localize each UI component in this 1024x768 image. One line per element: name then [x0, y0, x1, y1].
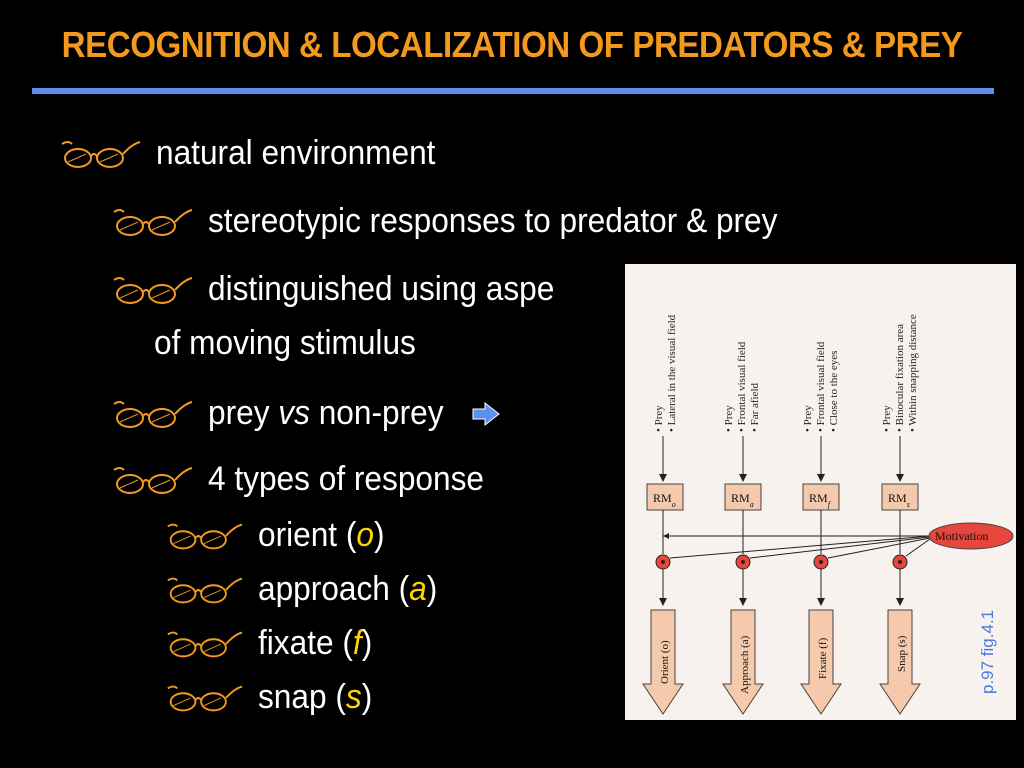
- glasses-icon: [110, 206, 194, 238]
- subbullet-letter: o: [356, 516, 375, 554]
- stimulus-label: • Frontal visual field: [736, 341, 748, 432]
- subbullet-text: orient (: [258, 516, 357, 554]
- column-snap: [880, 314, 920, 714]
- figure-caption: p.97 fig.4.1: [978, 609, 997, 694]
- stimulus-label: • Prey: [881, 405, 893, 432]
- subbullet-text: snap (: [258, 678, 346, 716]
- action-label: Orient (o): [659, 640, 671, 684]
- right-arrow-icon[interactable]: [471, 401, 501, 427]
- bullet-text: 4 types of response: [208, 460, 484, 498]
- response-diagram: [625, 264, 1016, 720]
- glasses-icon: [58, 138, 142, 170]
- rm-label: $RM_s$: [888, 491, 910, 509]
- subbullet-text: approach (: [258, 570, 410, 608]
- action-label: Snap (s): [896, 635, 908, 672]
- bullet-text: stereotypic responses to predator & prey: [208, 202, 778, 240]
- rm-label: $RM_f$: [809, 491, 830, 509]
- slide-title: RECOGNITION & LOCALIZATION OF PREDATORS & PREY: [61, 24, 963, 65]
- bullet-text-post: non-prey: [309, 394, 444, 432]
- stimulus-label: • Prey: [802, 405, 814, 432]
- subbullet-snap: [164, 678, 381, 717]
- subbullet-orient: [164, 516, 394, 555]
- bullet-prey-vs-nonprey: [110, 394, 501, 433]
- action-label: Approach (a): [739, 635, 751, 694]
- stimulus-label: • Far afield: [749, 382, 761, 432]
- stimulus-label: • Frontal visual field: [815, 341, 827, 432]
- stimulus-label: • Binocular fixation area: [894, 323, 906, 432]
- column-approach: [723, 341, 763, 714]
- bullet-natural-environment: [58, 134, 457, 173]
- stimulus-label: • Lateral in the visual field: [666, 314, 678, 432]
- title-divider: [32, 88, 994, 94]
- glasses-icon: [110, 398, 194, 430]
- subbullet-close: ): [361, 678, 373, 716]
- bullet-text-pre: prey: [208, 394, 279, 432]
- stimulus-label: • Prey: [653, 405, 665, 432]
- stimulus-label: • Prey: [723, 405, 735, 432]
- bullet-text: natural environment: [156, 134, 436, 172]
- glasses-icon: [110, 274, 194, 306]
- column-orient: [643, 314, 683, 714]
- column-fixate: [801, 341, 841, 714]
- subbullet-close: ): [426, 570, 438, 608]
- bullet-four-types: [110, 460, 505, 499]
- bullet-distinguished-continued: [154, 324, 436, 363]
- stimulus-label: • Within snapping distance: [907, 314, 919, 432]
- diagram-svg: [625, 264, 1016, 720]
- subbullet-approach: [164, 570, 451, 609]
- bullet-text: distinguished using aspe: [208, 270, 555, 308]
- glasses-icon: [110, 464, 194, 496]
- subbullet-letter: f: [352, 624, 362, 662]
- subbullet-letter: s: [345, 678, 362, 716]
- stimulus-label: • Close to the eyes: [828, 350, 840, 432]
- rm-label: $RM_o$: [653, 491, 676, 509]
- action-label: Fixate (f): [817, 637, 829, 679]
- subbullet-text: fixate (: [258, 624, 353, 662]
- glasses-icon: [164, 574, 244, 606]
- subbullet-close: ): [361, 624, 373, 662]
- motivation-label: Motivation: [935, 529, 989, 543]
- glasses-icon: [164, 520, 244, 552]
- glasses-icon: [164, 628, 244, 660]
- subbullet-close: ): [374, 516, 385, 554]
- bullet-distinguished: [110, 270, 580, 309]
- bullet-stereotypic-responses: [110, 202, 820, 241]
- bullet-text-emphasis: vs: [278, 394, 310, 432]
- bullet-text: of moving stimulus: [154, 324, 416, 362]
- rm-label: $RM_a$: [731, 491, 754, 509]
- glasses-icon: [164, 682, 244, 714]
- motivation-node: [663, 523, 1013, 558]
- subbullet-letter: a: [409, 570, 427, 608]
- subbullet-fixate: [164, 624, 381, 663]
